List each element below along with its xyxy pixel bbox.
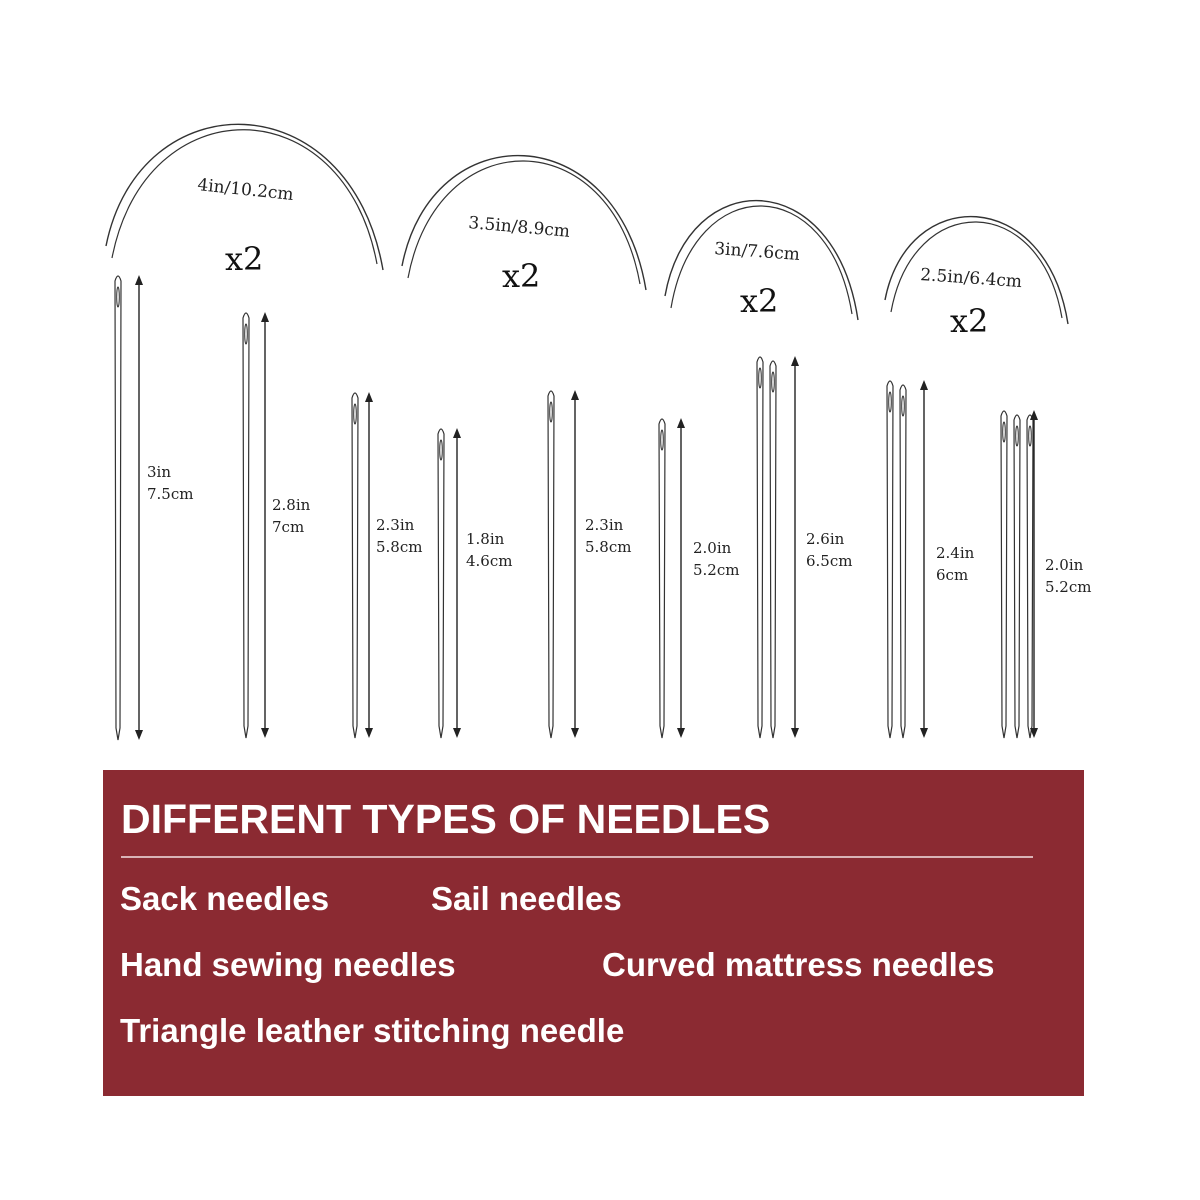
straight-needle-8-eye-2: [902, 396, 905, 416]
straight-needle-7-shaft-2: [770, 361, 776, 738]
curved-needle-3-quantity: x2: [740, 282, 779, 320]
curved-needle-4-size: 2.5in/6.4cm: [919, 265, 1023, 293]
measure-arrow-bottom-3: [365, 728, 373, 738]
straight-needle-6-length-in: 2.0in: [693, 539, 732, 557]
straight-needle-9-eye-3: [1029, 426, 1032, 446]
panel-title: DIFFERENT TYPES OF NEEDLES: [121, 796, 771, 842]
type-sail-needles: Sail needles: [431, 880, 622, 917]
straight-needle-5-shaft-1: [548, 391, 554, 738]
curved-needle-1-quantity: x2: [225, 240, 264, 278]
straight-needle-1-length-cm: 7.5cm: [147, 485, 194, 503]
straight-needle-8-length-cm: 6cm: [936, 566, 969, 584]
type-curved-mattress-needles: Curved mattress needles: [602, 946, 995, 983]
straight-needle-8-shaft-2: [900, 385, 906, 738]
curved-needle-4-quantity: x2: [950, 302, 989, 340]
straight-needle-3-length-cm: 5.8cm: [376, 538, 423, 556]
straight-needle-4-shaft-1: [438, 429, 444, 738]
straight-needle-4-eye-1: [440, 440, 443, 460]
straight-needle-2-shaft-1: [243, 313, 249, 738]
measure-arrow-top-3: [365, 392, 373, 402]
needle-types-panel: [103, 770, 1084, 1096]
measure-arrow-bottom-4: [453, 728, 461, 738]
measure-arrow-top-5: [571, 390, 579, 400]
straight-needle-3-eye-1: [354, 404, 357, 424]
measure-arrow-top-4: [453, 428, 461, 438]
straight-needle-4-length-in: 1.8in: [466, 530, 505, 548]
straight-needle-5-length-cm: 5.8cm: [585, 538, 632, 556]
measure-arrow-bottom-6: [677, 728, 685, 738]
measure-arrow-top-7: [791, 356, 799, 366]
type-triangle-leather-needle: Triangle leather stitching needle: [120, 1012, 625, 1049]
straight-needle-6-eye-1: [661, 430, 664, 450]
straight-needle-2-length-in: 2.8in: [272, 496, 311, 514]
straight-needle-8-shaft-1: [887, 381, 893, 738]
straight-needle-9-eye-1: [1003, 422, 1006, 442]
measure-arrow-bottom-1: [135, 730, 143, 740]
measure-arrow-top-6: [677, 418, 685, 428]
straight-needle-8-eye-1: [889, 392, 892, 412]
straight-needle-2-length-cm: 7cm: [272, 518, 305, 536]
curved-needle-2-size: 3.5in/8.9cm: [467, 213, 571, 242]
straight-needle-7-shaft-1: [757, 357, 763, 738]
straight-needle-8-length-in: 2.4in: [936, 544, 975, 562]
straight-needle-5-length-in: 2.3in: [585, 516, 624, 534]
straight-needle-6-length-cm: 5.2cm: [693, 561, 740, 579]
straight-needle-9-eye-2: [1016, 426, 1019, 446]
straight-needle-3-shaft-1: [352, 393, 358, 738]
type-hand-sewing-needles: Hand sewing needles: [120, 946, 456, 983]
curved-needle-1-size: 4in/10.2cm: [196, 175, 295, 206]
straight-needle-3-length-in: 2.3in: [376, 516, 415, 534]
measure-arrow-bottom-5: [571, 728, 579, 738]
measure-arrow-top-8: [920, 380, 928, 390]
measure-arrow-top-1: [135, 275, 143, 285]
straight-needle-7-eye-2: [772, 372, 775, 392]
measure-arrow-bottom-2: [261, 728, 269, 738]
straight-needle-2-eye-1: [245, 324, 248, 344]
curved-needle-3-size: 3in/7.6cm: [713, 239, 801, 265]
straight-needle-7-length-in: 2.6in: [806, 530, 845, 548]
straight-needle-6-shaft-1: [659, 419, 665, 738]
measure-arrow-bottom-7: [791, 728, 799, 738]
type-sack-needles: Sack needles: [120, 880, 330, 917]
measure-arrow-bottom-8: [920, 728, 928, 738]
straight-needle-9-length-cm: 5.2cm: [1045, 578, 1092, 596]
straight-needle-9-length-in: 2.0in: [1045, 556, 1084, 574]
straight-needle-9-shaft-1: [1001, 411, 1007, 738]
straight-needle-1-shaft-1: [115, 276, 121, 740]
divider: [121, 856, 1033, 858]
straight-needle-7-length-cm: 6.5cm: [806, 552, 853, 570]
straight-needle-1-eye-1: [117, 287, 120, 307]
straight-needle-5-eye-1: [550, 402, 553, 422]
straight-needle-7-eye-1: [759, 368, 762, 388]
measure-arrow-top-2: [261, 312, 269, 322]
straight-needle-1-length-in: 3in: [147, 463, 172, 481]
straight-needle-9-shaft-3: [1027, 415, 1033, 738]
straight-needle-4-length-cm: 4.6cm: [466, 552, 513, 570]
curved-needle-2-quantity: x2: [502, 257, 541, 295]
straight-needle-9-shaft-2: [1014, 415, 1020, 738]
